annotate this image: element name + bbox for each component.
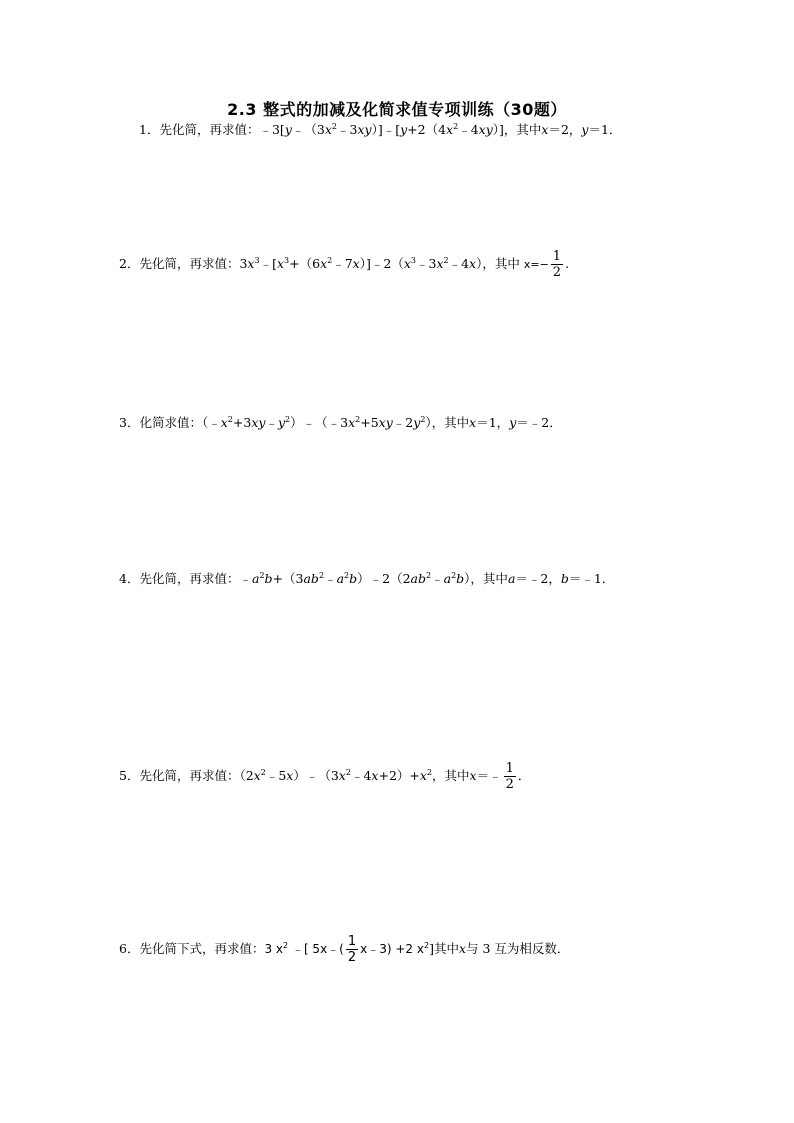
problem-5 (119, 762, 530, 791)
problem-2 (119, 250, 569, 279)
fraction-one-half: $\frac{1}{2}$ (347, 934, 357, 965)
problem-prompt: 先化简，再求值： (139, 768, 240, 783)
problem-4 (119, 573, 614, 586)
problem-number: 3． (119, 415, 140, 430)
fraction-one-half: $\frac{1}{2}$ (552, 249, 562, 280)
problem-number: 4． (119, 571, 140, 586)
expression: $(2x^2﹣5x)﹣(3x^2﹣4x+2)+x^2$，其中x＝﹣ $\frac{1}{2}$ ． (239, 761, 531, 792)
problem-1 (139, 124, 621, 137)
problem-6 (119, 935, 569, 964)
problem-number: 1． (139, 122, 160, 137)
expression: $﹣a^2b+(3ab^2﹣a^2b)﹣2(2ab^2﹣a^2b)$，其中a＝﹣2，b＝﹣1． (239, 571, 615, 586)
problem-3 (119, 417, 562, 430)
fraction-one-half: $\frac{1}{2}$ (505, 761, 514, 792)
problem-prompt: 先化简，再求值： (139, 256, 240, 271)
problem-number: 6． (119, 941, 140, 956)
problem-number: 2． (119, 256, 140, 271)
problem-prompt: 先化简下式，再求值： (139, 941, 265, 956)
expression: $3x^3﹣[x^3+(6x^2﹣7x)]﹣2(x^3﹣3x^2﹣4x)$，其中 x=− $\frac{1}{2}$ . (239, 249, 570, 280)
expression: $(﹣x^2+3xy﹣y^2)﹣(﹣3x^2+5xy﹣2y^2)$，其中x＝1，y＝﹣2． (201, 415, 562, 430)
problem-prompt: 化简求值： (139, 415, 202, 430)
page-title: 2.3 整式的加减及化简求值专项训练（30题） (227, 100, 567, 119)
problem-number: 5． (119, 768, 140, 783)
problem-prompt: 先化简，再求值： (139, 571, 240, 586)
expression: 3 $x^2$ ﹣[ 5x﹣( $\frac{1}{2}$ x﹣3) +2 $x^2$]其中x与 3 互为相反数． (264, 934, 570, 965)
problem-prompt: 先化简，再求值： (159, 122, 260, 137)
expression: $﹣3[y﹣(3x^2﹣3xy)]﹣[y+2(4x^2﹣4xy)]$，其中x＝2，y＝1． (259, 122, 622, 137)
